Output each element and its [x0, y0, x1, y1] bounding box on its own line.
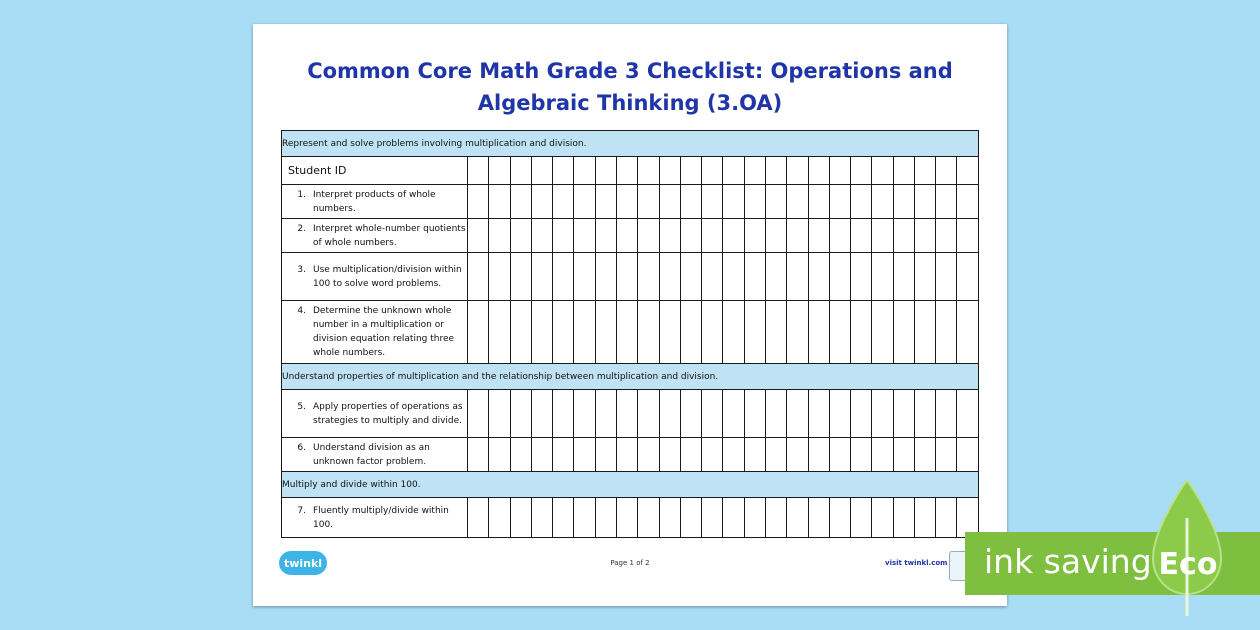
check-cell[interactable]	[702, 438, 723, 472]
check-cell[interactable]	[702, 390, 723, 438]
check-cell[interactable]	[851, 301, 872, 364]
check-cell[interactable]	[489, 219, 510, 253]
check-cell[interactable]	[510, 157, 531, 185]
check-cell[interactable]	[553, 157, 574, 185]
check-cell[interactable]	[723, 219, 744, 253]
check-cell[interactable]	[595, 185, 616, 219]
check-cell[interactable]	[595, 157, 616, 185]
check-cell[interactable]	[553, 498, 574, 538]
item-number: 7.	[297, 505, 306, 516]
check-cell[interactable]	[744, 301, 765, 364]
page-title: Common Core Math Grade 3 Checklist: Operations and Algebraic Thinking (3.OA)	[307, 59, 953, 115]
check-cell[interactable]	[553, 185, 574, 219]
check-cell[interactable]	[851, 253, 872, 301]
check-cell[interactable]	[574, 157, 595, 185]
check-cell[interactable]	[829, 438, 850, 472]
check-cell[interactable]	[872, 219, 893, 253]
check-cell[interactable]	[893, 390, 914, 438]
check-cell[interactable]	[638, 390, 659, 438]
item-text: Interpret products of whole numbers.	[313, 189, 436, 214]
check-cell[interactable]	[914, 498, 935, 538]
section-heading: Represent and solve problems involving multiplication and division.	[282, 131, 979, 157]
check-cell[interactable]	[638, 301, 659, 364]
student-id-label: Student ID	[282, 157, 468, 185]
check-cell[interactable]	[872, 390, 893, 438]
check-cell[interactable]	[553, 301, 574, 364]
check-cell[interactable]	[616, 253, 637, 301]
check-cell[interactable]	[659, 157, 680, 185]
check-cell[interactable]	[765, 301, 786, 364]
check-cell[interactable]	[510, 253, 531, 301]
check-cell[interactable]	[638, 498, 659, 538]
table-row	[282, 438, 979, 472]
check-cell[interactable]	[872, 301, 893, 364]
check-cell[interactable]	[744, 253, 765, 301]
check-cell[interactable]	[595, 438, 616, 472]
check-cell[interactable]	[489, 438, 510, 472]
check-cell[interactable]	[489, 253, 510, 301]
check-cell[interactable]	[872, 438, 893, 472]
check-cell[interactable]	[787, 253, 808, 301]
item-number: 3.	[297, 264, 306, 275]
table-row	[282, 390, 979, 438]
check-cell[interactable]	[893, 185, 914, 219]
item-number: 2.	[297, 223, 306, 234]
check-cell[interactable]	[829, 253, 850, 301]
check-cell[interactable]	[595, 390, 616, 438]
item-number: 5.	[297, 401, 306, 412]
check-cell[interactable]	[595, 301, 616, 364]
check-cell[interactable]	[787, 390, 808, 438]
check-cell[interactable]	[638, 253, 659, 301]
check-cell[interactable]	[659, 219, 680, 253]
check-cell[interactable]	[531, 253, 552, 301]
check-cell[interactable]	[787, 157, 808, 185]
check-cell[interactable]	[659, 498, 680, 538]
check-cell[interactable]	[936, 253, 957, 301]
check-cell[interactable]	[723, 438, 744, 472]
check-cell[interactable]	[744, 157, 765, 185]
checklist-table	[281, 130, 979, 538]
check-cell[interactable]	[489, 157, 510, 185]
check-cell[interactable]	[702, 253, 723, 301]
check-cell[interactable]	[936, 185, 957, 219]
check-cell[interactable]	[851, 185, 872, 219]
check-cell[interactable]	[595, 498, 616, 538]
check-cell[interactable]	[468, 390, 489, 438]
check-cell[interactable]	[553, 390, 574, 438]
check-cell[interactable]	[680, 157, 701, 185]
check-cell[interactable]	[787, 219, 808, 253]
check-cell[interactable]	[702, 157, 723, 185]
check-cell[interactable]	[914, 301, 935, 364]
check-cell[interactable]	[957, 157, 979, 185]
check-cell[interactable]	[616, 498, 637, 538]
check-cell[interactable]	[468, 498, 489, 538]
check-cell[interactable]	[574, 301, 595, 364]
table-row	[282, 185, 979, 219]
check-cell[interactable]	[659, 390, 680, 438]
check-cell[interactable]	[574, 185, 595, 219]
check-cell[interactable]	[510, 219, 531, 253]
check-cell[interactable]	[872, 253, 893, 301]
check-cell[interactable]	[616, 219, 637, 253]
check-cell[interactable]	[616, 438, 637, 472]
check-cell[interactable]	[765, 438, 786, 472]
check-cell[interactable]	[808, 301, 829, 364]
check-cell[interactable]	[914, 157, 935, 185]
check-cell[interactable]	[531, 185, 552, 219]
check-cell[interactable]	[765, 498, 786, 538]
check-cell[interactable]	[829, 498, 850, 538]
check-cell[interactable]	[489, 185, 510, 219]
check-cell[interactable]	[468, 185, 489, 219]
check-cell[interactable]	[723, 390, 744, 438]
check-cell[interactable]	[468, 253, 489, 301]
check-cell[interactable]	[914, 253, 935, 301]
item-text: Use multiplication/division within 100 to solve word problems.	[313, 264, 462, 289]
check-cell[interactable]	[744, 185, 765, 219]
check-cell[interactable]	[936, 219, 957, 253]
item-number: 4.	[297, 306, 306, 316]
checklist-sheet	[253, 24, 1007, 606]
check-cell[interactable]	[680, 219, 701, 253]
check-cell[interactable]	[787, 498, 808, 538]
check-cell[interactable]	[957, 219, 979, 253]
check-cell[interactable]	[808, 157, 829, 185]
item-text: Understand division as an unknown factor problem.	[313, 442, 430, 467]
check-cell[interactable]	[489, 301, 510, 364]
ink-saving-label: ink saving	[984, 542, 1152, 581]
check-cell[interactable]	[531, 219, 552, 253]
check-cell[interactable]	[851, 438, 872, 472]
check-cell[interactable]	[531, 498, 552, 538]
check-cell[interactable]	[829, 219, 850, 253]
check-cell[interactable]	[829, 157, 850, 185]
check-cell[interactable]	[468, 157, 489, 185]
check-cell[interactable]	[872, 185, 893, 219]
check-cell[interactable]	[808, 219, 829, 253]
item-text: Determine the unknown whole number in a multiplication or division equation relating three whole numbers.	[313, 306, 455, 358]
item-text: Interpret whole-number quotients of whole numbers.	[313, 223, 466, 248]
check-cell[interactable]	[659, 301, 680, 364]
check-cell[interactable]	[680, 438, 701, 472]
check-cell[interactable]	[680, 185, 701, 219]
check-cell[interactable]	[616, 390, 637, 438]
check-cell[interactable]	[744, 390, 765, 438]
check-cell[interactable]	[765, 185, 786, 219]
check-cell[interactable]	[851, 157, 872, 185]
twinkl-logo: twinkl	[279, 551, 327, 575]
check-cell[interactable]	[638, 157, 659, 185]
check-cell[interactable]	[680, 253, 701, 301]
check-cell[interactable]	[553, 438, 574, 472]
check-cell[interactable]	[808, 253, 829, 301]
check-cell[interactable]	[936, 498, 957, 538]
check-cell[interactable]	[510, 498, 531, 538]
check-cell[interactable]	[702, 301, 723, 364]
check-cell[interactable]	[829, 301, 850, 364]
section-header-row	[282, 364, 979, 390]
check-cell[interactable]	[851, 498, 872, 538]
check-cell[interactable]	[893, 219, 914, 253]
check-cell[interactable]	[893, 498, 914, 538]
check-cell[interactable]	[723, 301, 744, 364]
table-row	[282, 498, 979, 538]
check-cell[interactable]	[744, 438, 765, 472]
check-cell[interactable]	[489, 498, 510, 538]
check-cell[interactable]	[936, 301, 957, 364]
section-header-row	[282, 131, 979, 157]
check-cell[interactable]	[957, 438, 979, 472]
check-cell[interactable]	[893, 438, 914, 472]
check-cell[interactable]	[638, 438, 659, 472]
check-cell[interactable]	[616, 301, 637, 364]
check-cell[interactable]	[574, 219, 595, 253]
check-cell[interactable]	[574, 438, 595, 472]
check-cell[interactable]	[808, 498, 829, 538]
check-cell[interactable]	[808, 390, 829, 438]
page-number: Page 1 of 2	[610, 559, 650, 567]
check-cell[interactable]	[829, 185, 850, 219]
check-cell[interactable]	[616, 157, 637, 185]
check-cell[interactable]	[510, 185, 531, 219]
check-cell[interactable]	[638, 219, 659, 253]
check-cell[interactable]	[765, 219, 786, 253]
check-cell[interactable]	[787, 301, 808, 364]
check-cell[interactable]	[616, 185, 637, 219]
check-cell[interactable]	[680, 390, 701, 438]
check-cell[interactable]	[957, 390, 979, 438]
check-cell[interactable]	[574, 390, 595, 438]
check-cell[interactable]	[893, 253, 914, 301]
section-heading: Multiply and divide within 100.	[282, 472, 979, 498]
check-cell[interactable]	[680, 301, 701, 364]
check-cell[interactable]	[680, 498, 701, 538]
table-row	[282, 219, 979, 253]
section-header-row	[282, 472, 979, 498]
check-cell[interactable]	[744, 219, 765, 253]
check-cell[interactable]	[510, 438, 531, 472]
check-cell[interactable]	[723, 185, 744, 219]
eco-badge: Eco	[1158, 547, 1218, 582]
section-heading: Understand properties of multiplication and the relationship between multiplication and division.	[282, 364, 979, 390]
check-cell[interactable]	[723, 253, 744, 301]
item-text: Apply properties of operations as strategies to multiply and divide.	[313, 401, 463, 426]
check-cell[interactable]	[787, 185, 808, 219]
check-cell[interactable]	[744, 498, 765, 538]
table-row	[282, 253, 979, 301]
check-cell[interactable]	[702, 498, 723, 538]
check-cell[interactable]	[808, 185, 829, 219]
check-cell[interactable]	[829, 390, 850, 438]
check-cell[interactable]	[957, 253, 979, 301]
check-cell[interactable]	[595, 219, 616, 253]
check-cell[interactable]	[702, 219, 723, 253]
check-cell[interactable]	[936, 438, 957, 472]
check-cell[interactable]	[936, 157, 957, 185]
check-cell[interactable]	[531, 438, 552, 472]
student-id-row	[282, 157, 979, 185]
check-cell[interactable]	[531, 301, 552, 364]
check-cell[interactable]	[659, 253, 680, 301]
check-cell[interactable]	[872, 498, 893, 538]
check-cell[interactable]	[957, 185, 979, 219]
check-cell[interactable]	[893, 157, 914, 185]
check-cell[interactable]	[659, 438, 680, 472]
check-cell[interactable]	[914, 438, 935, 472]
check-cell[interactable]	[468, 438, 489, 472]
table-row	[282, 301, 979, 364]
item-text: Fluently multiply/divide within 100.	[313, 505, 449, 530]
check-cell[interactable]	[851, 390, 872, 438]
check-cell[interactable]	[851, 219, 872, 253]
check-cell[interactable]	[765, 157, 786, 185]
check-cell[interactable]	[787, 438, 808, 472]
check-cell[interactable]	[893, 301, 914, 364]
check-cell[interactable]	[553, 253, 574, 301]
check-cell[interactable]	[638, 185, 659, 219]
check-cell[interactable]	[510, 390, 531, 438]
check-cell[interactable]	[468, 219, 489, 253]
visit-link[interactable]: visit twinkl.com	[885, 559, 948, 567]
check-cell[interactable]	[723, 498, 744, 538]
check-cell[interactable]	[595, 253, 616, 301]
check-cell[interactable]	[553, 219, 574, 253]
item-number: 1.	[297, 189, 306, 200]
check-cell[interactable]	[872, 157, 893, 185]
check-cell[interactable]	[808, 438, 829, 472]
check-cell[interactable]	[914, 390, 935, 438]
check-cell[interactable]	[659, 185, 680, 219]
check-cell[interactable]	[765, 253, 786, 301]
check-cell[interactable]	[914, 219, 935, 253]
check-cell[interactable]	[914, 185, 935, 219]
check-cell[interactable]	[957, 301, 979, 364]
item-number: 6.	[297, 442, 306, 453]
check-cell[interactable]	[574, 253, 595, 301]
check-cell[interactable]	[468, 301, 489, 364]
check-cell[interactable]	[765, 390, 786, 438]
check-cell[interactable]	[531, 157, 552, 185]
check-cell[interactable]	[510, 301, 531, 364]
check-cell[interactable]	[936, 390, 957, 438]
check-cell[interactable]	[723, 157, 744, 185]
check-cell[interactable]	[702, 185, 723, 219]
check-cell[interactable]	[574, 498, 595, 538]
check-cell[interactable]	[489, 390, 510, 438]
check-cell[interactable]	[531, 390, 552, 438]
